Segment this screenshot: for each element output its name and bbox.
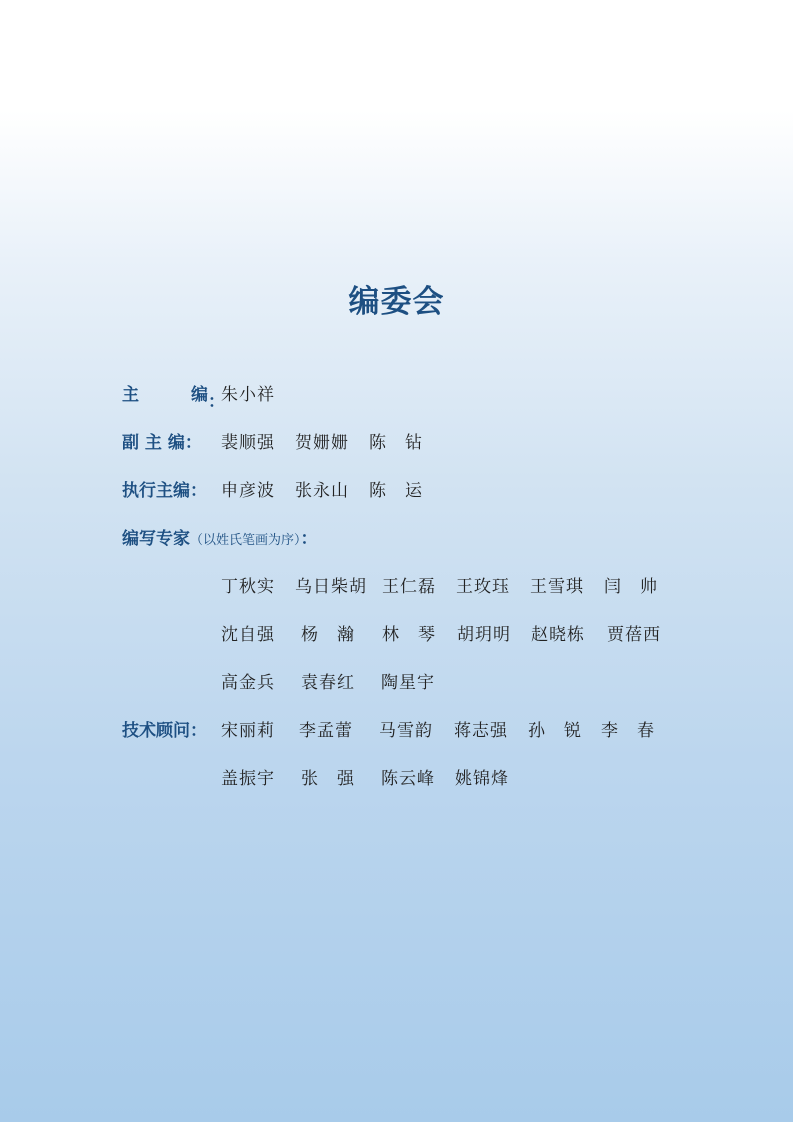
person-name: 丁秋实 — [221, 577, 275, 597]
executive-editor-label: 执行主编： — [122, 481, 207, 501]
person-name: 张永山 — [295, 481, 349, 501]
person-name: 沈自强 — [221, 625, 275, 645]
deputy-editor-label: 副 主 编： — [122, 433, 202, 453]
person-name: 贾蓓西 — [607, 625, 661, 645]
chief-editor-label-a: 主 — [122, 385, 139, 405]
writing-experts-colon: ： — [300, 529, 318, 549]
person-name: 贺姗姗 — [295, 433, 349, 453]
person-name: 乌日柴胡 — [295, 577, 367, 597]
person-name: 裴顺强 — [221, 433, 275, 453]
person-name: 陈云峰 — [381, 769, 435, 789]
person-name: 申彦波 — [221, 481, 275, 501]
person-name: 杨 瀚 — [301, 625, 355, 645]
person-name: 马雪韵 — [379, 721, 433, 741]
person-name: 陈 运 — [369, 481, 423, 501]
chief-editor-colon: ： — [208, 392, 225, 412]
person-name: 李孟蕾 — [299, 721, 353, 741]
person-name: 胡玥明 — [457, 625, 511, 645]
person-name: 李 春 — [601, 721, 655, 741]
writing-experts-label — [122, 527, 318, 553]
person-name: 王雪琪 — [530, 577, 584, 597]
person-name: 高金兵 — [221, 673, 275, 693]
page-title: 编委会 — [348, 284, 445, 320]
person-name: 姚锦烽 — [455, 769, 509, 789]
person-name: 王仁磊 — [382, 577, 436, 597]
writing-experts-label-text: 编写专家 — [122, 529, 190, 549]
chief-editor-label — [122, 383, 225, 414]
person-name: 袁春红 — [301, 673, 355, 693]
person-name: 林 琴 — [382, 625, 436, 645]
person-name: 朱小祥 — [221, 385, 275, 405]
person-name: 陶星宇 — [381, 673, 435, 693]
chief-editor-label-b: 编 — [191, 385, 208, 405]
person-name: 宋丽莉 — [221, 721, 275, 741]
writing-experts-note: （以姓氏笔画为序） — [190, 533, 301, 548]
person-name: 盖振宇 — [221, 769, 275, 789]
person-name: 蒋志强 — [454, 721, 508, 741]
person-name: 闫 帅 — [604, 577, 658, 597]
technical-advisors-label: 技术顾问： — [122, 721, 207, 741]
person-name: 赵晓栋 — [531, 625, 585, 645]
person-name: 陈 钻 — [369, 433, 423, 453]
person-name: 张 强 — [301, 769, 355, 789]
person-name: 孙 锐 — [528, 721, 582, 741]
person-name: 王玫珏 — [456, 577, 510, 597]
